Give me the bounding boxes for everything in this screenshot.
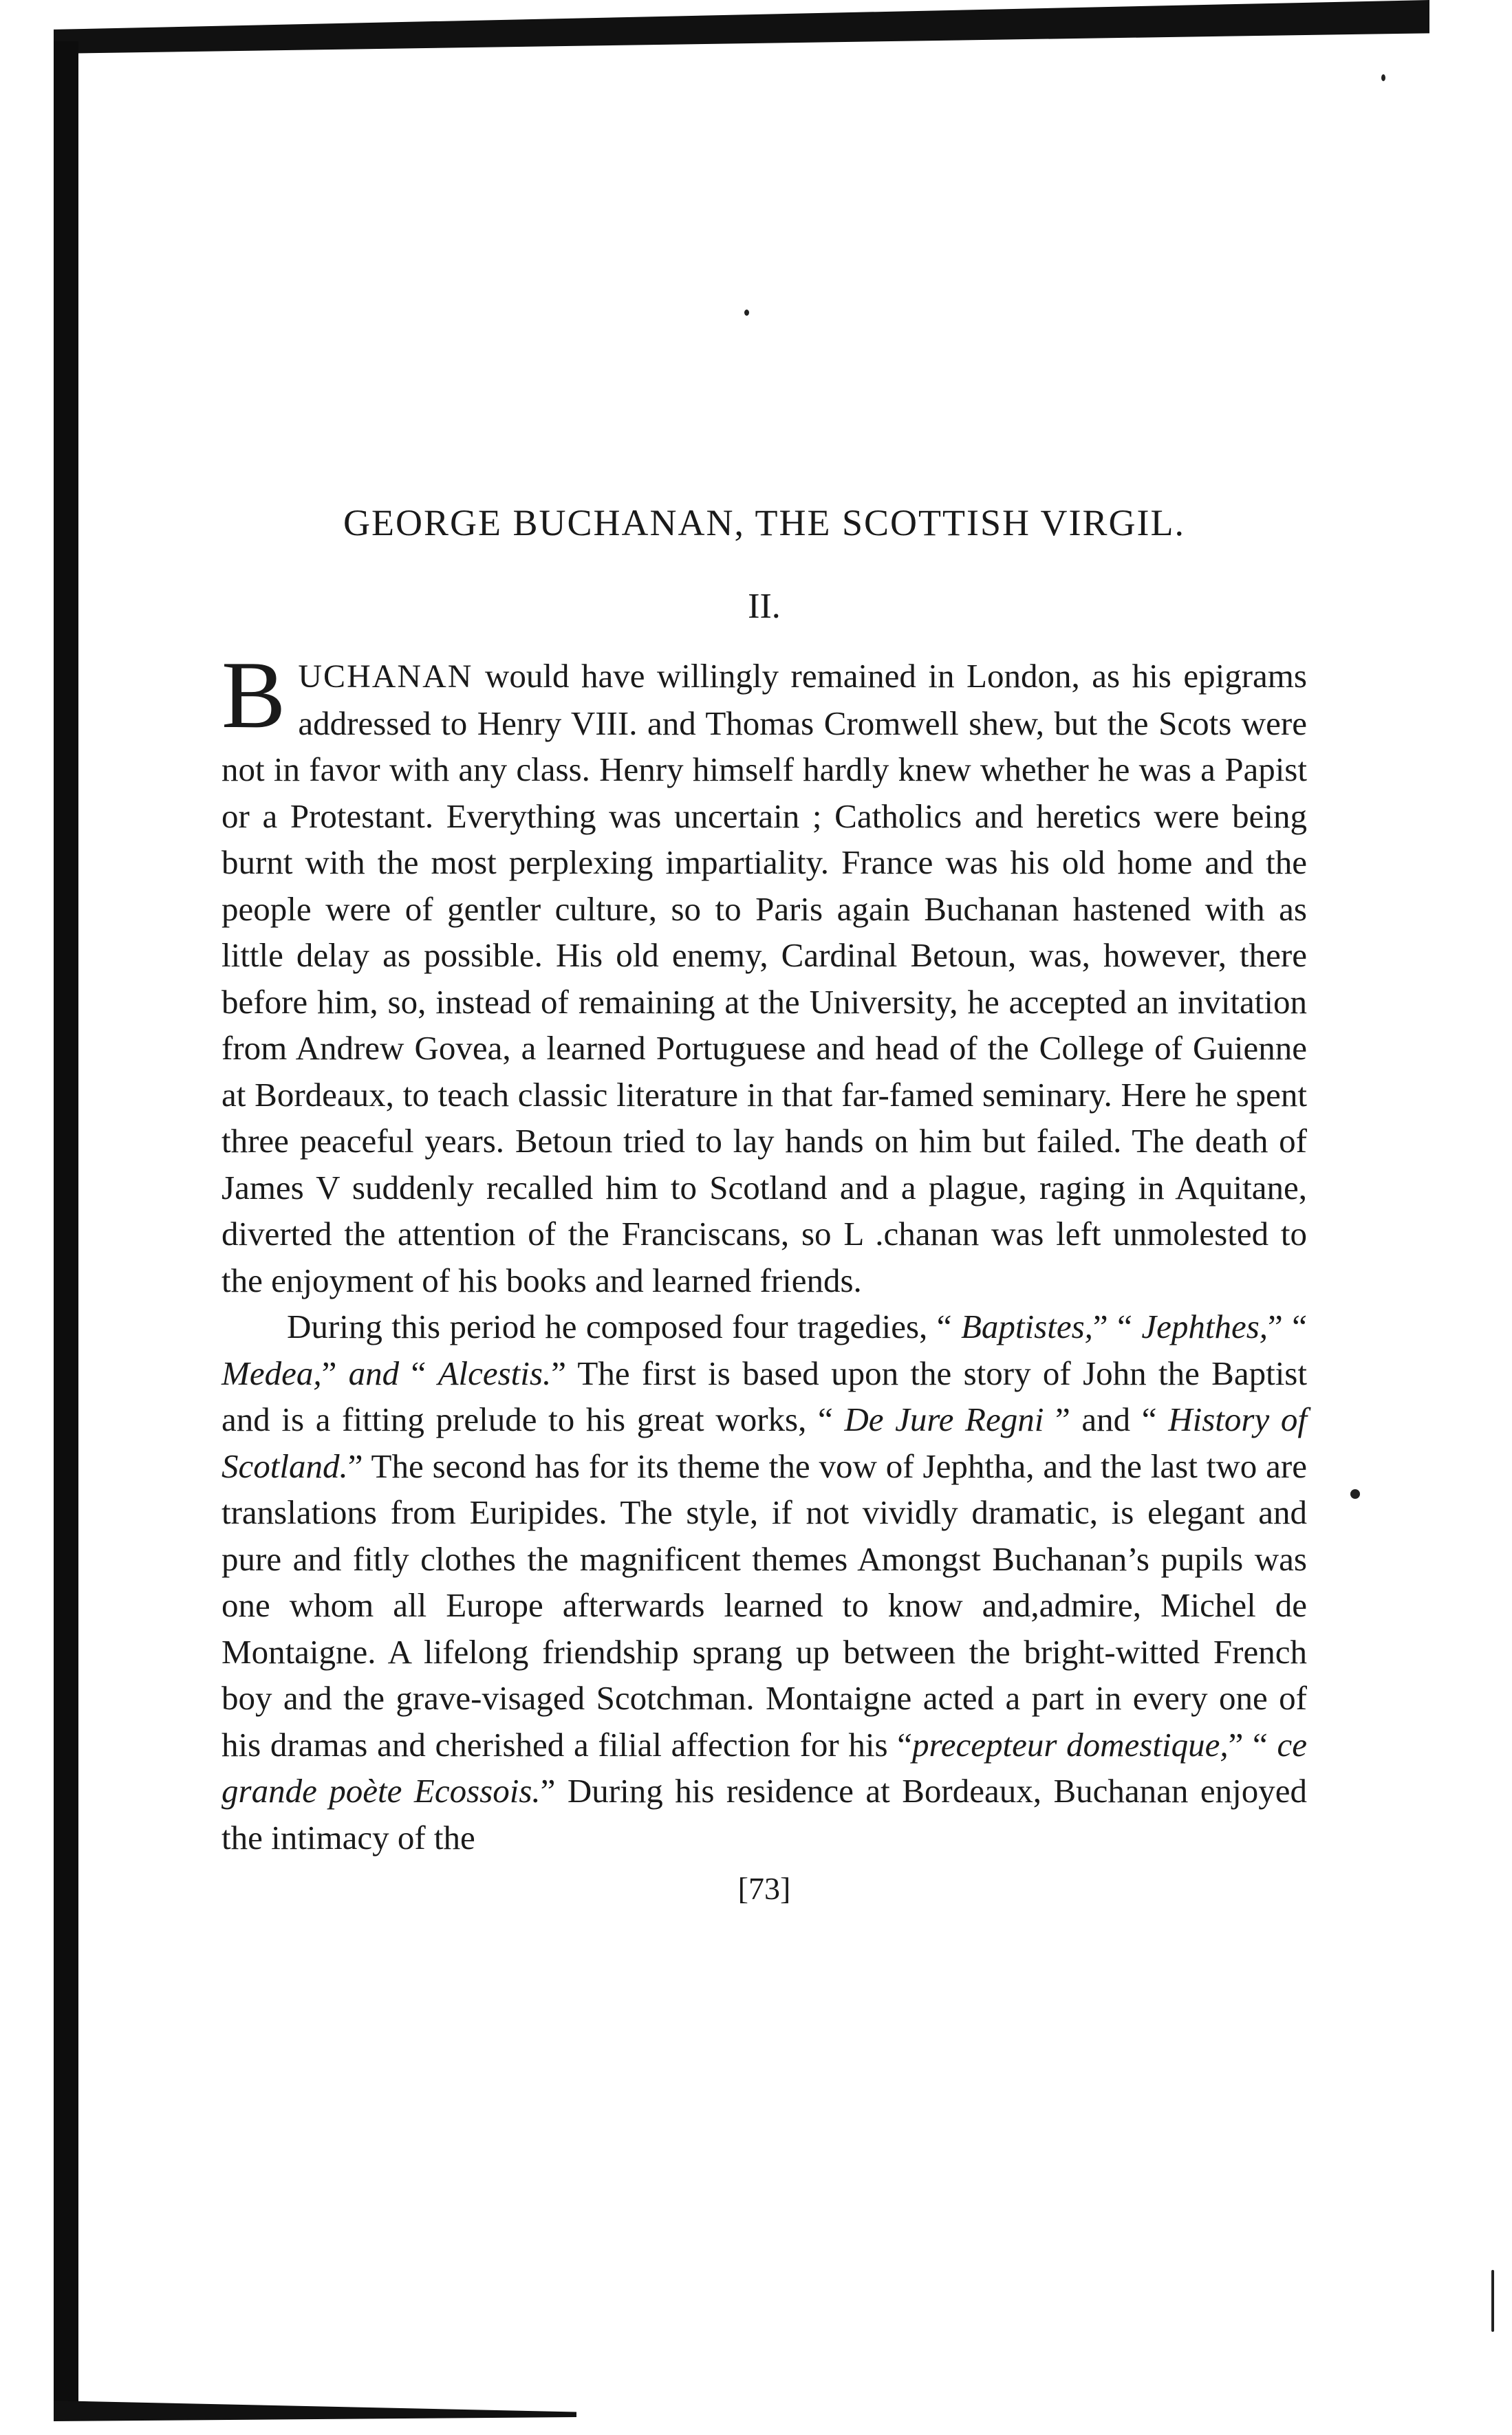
paragraph-2-text: ” During his residence at Bordeaux, Buchanan enjoyed the intimacy of the	[222, 1772, 1307, 1857]
scan-border-bottom	[54, 2401, 576, 2421]
section-number: II.	[748, 587, 781, 626]
paragraph-2-text: ” The second has for its theme the vow of Jephtha, and the last two are translations from Euripides. The style, if not vividly dramatic, is elegant and pure and fitly clothes the magnificent themes Amongst Buchanan’s pupils was one whom all Europe afterwards learned to know and,admire, Michel de Montaigne. A lifelong friendship sprang up between the bright-witted French boy and the grave-visaged Scotchman. Montaigne acted a part in every one of his dramas and cherished a filial affection for his “	[222, 1447, 1307, 1764]
italic-word: and	[348, 1354, 400, 1392]
italic-title: Medea,	[222, 1354, 322, 1392]
paragraph-2-text: During this period he composed four tragedies, “	[287, 1308, 961, 1345]
italic-quote: precepteur domestique,	[912, 1725, 1229, 1764]
paragraph-1	[222, 642, 1307, 1303]
italic-title: Jephthes,	[1141, 1308, 1268, 1345]
page-text	[222, 499, 1307, 1907]
italic-quote: ce grande poète Ecossois.	[222, 1725, 1308, 1810]
paragraph-2-text: ” “	[1268, 1308, 1307, 1345]
paragraph-2-text: ” “	[1228, 1725, 1277, 1764]
drop-cap: B	[222, 642, 286, 748]
scan-speck	[1491, 2270, 1494, 2332]
scan-speck	[1381, 74, 1385, 81]
scan-speck	[1350, 1489, 1360, 1499]
italic-title: Alcestis.	[438, 1354, 552, 1392]
article-title: GEORGE BUCHANAN, THE SCOTTISH VIRGIL.	[343, 502, 1185, 543]
paragraph-2-text: “	[399, 1354, 438, 1392]
lead-caps: UCHANAN	[298, 658, 473, 695]
italic-title: De Jure Regni	[844, 1400, 1044, 1438]
paragraph-2-text: ” and “	[1044, 1400, 1169, 1438]
paragraph-2-text: ”	[321, 1354, 349, 1392]
scan-border-top	[54, 0, 1429, 54]
page-number: [73]	[737, 1871, 791, 1906]
paragraph-2-text: ” “	[1092, 1308, 1142, 1345]
paragraph-2	[222, 1303, 1307, 1861]
scan-border-left	[54, 41, 78, 2407]
paragraph-2-text: ” The first is based upon the story of John the Baptist and is a fitting prelude to his great works, “	[222, 1354, 1307, 1438]
italic-title: History of Scotland.	[222, 1400, 1307, 1485]
italic-title: Baptistes,	[960, 1308, 1093, 1345]
paragraph-1-text: would have willingly remained in London, as his epigrams addressed to Henry VIII. and Thomas Cromwell shew, but the Scots were not in favor with any class. Henry himself hardly knew whether he was a Papist or a Protestant. Everything was uncertain ; Catholics and heretics were being burnt with the most perplexing impartiality. France was his old home and the people were of gentler culture, so to Paris again Buchanan hastened with as little delay as possible. His old enemy, Cardinal Betoun, was, however, there before him, so, instead of remaining at the University, he accepted an invitation from Andrew Govea, a learned Portuguese and head of the College of Guienne at Bordeaux, to teach classic literature in that far-famed seminary. Here he spent three peaceful years. Betoun tried to lay hands on him but failed. The death of James V suddenly recalled him to Scotland and a plague, raging in Aquitane, diverted the attention of the Franciscans, so L .chanan was left unmolested to the enjoyment of his books and learned friends.	[222, 657, 1307, 1299]
scan-speck	[744, 310, 749, 316]
